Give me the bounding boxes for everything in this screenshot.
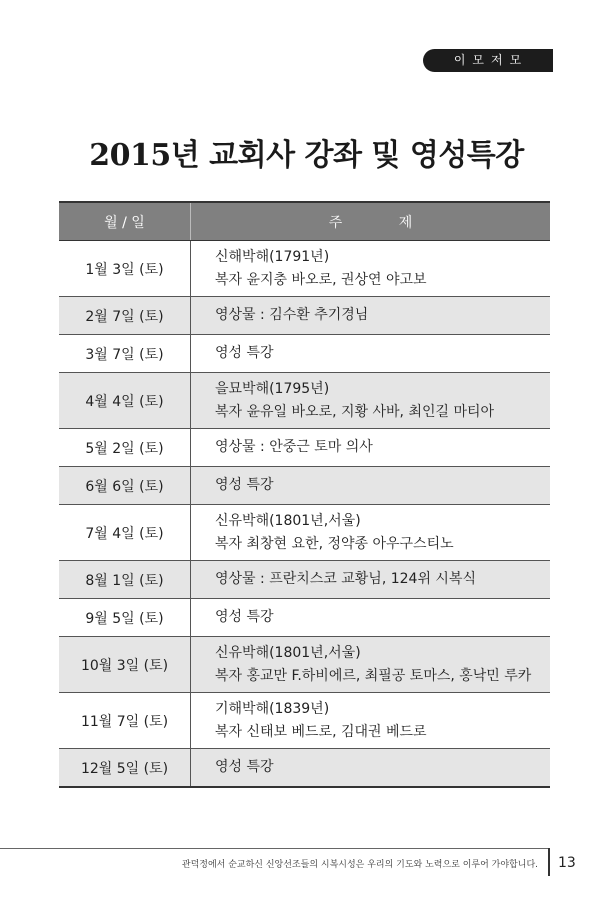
page-number: 13 bbox=[558, 855, 576, 871]
table-row bbox=[59, 749, 550, 788]
table-row bbox=[59, 297, 550, 335]
row-topic bbox=[191, 599, 551, 637]
row-date: 11월 7일 (토) bbox=[59, 693, 191, 749]
topic-line: 영성 특강 bbox=[215, 609, 274, 625]
row-topic bbox=[191, 749, 551, 788]
row-date: 10월 3일 (토) bbox=[59, 637, 191, 693]
topic-line: 영성 특강 bbox=[215, 759, 274, 775]
row-date: 5월 2일 (토) bbox=[59, 429, 191, 467]
topic-line: 영상물 : 안중근 토마 의사 bbox=[215, 439, 373, 455]
topic-line: 을묘박해(1795년) bbox=[215, 380, 330, 397]
row-date: 9월 5일 (토) bbox=[59, 599, 191, 637]
schedule-table bbox=[59, 201, 550, 788]
row-topic bbox=[191, 505, 551, 561]
topic-line: 신유박해(1801년,서울) bbox=[215, 644, 361, 661]
row-date: 4월 4일 (토) bbox=[59, 373, 191, 429]
table-row bbox=[59, 599, 550, 637]
topic-line: 신해박해(1791년) bbox=[215, 248, 330, 265]
table-row bbox=[59, 335, 550, 373]
row-date: 8월 1일 (토) bbox=[59, 561, 191, 599]
table-row bbox=[59, 373, 550, 429]
row-date: 12월 5일 (토) bbox=[59, 749, 191, 788]
row-topic bbox=[191, 241, 551, 297]
column-header-topic: 주 제 bbox=[191, 202, 551, 241]
topic-line: 복자 윤유일 바오로, 지황 사바, 최인길 마티아 bbox=[215, 403, 495, 420]
row-topic bbox=[191, 429, 551, 467]
table-header-row bbox=[59, 202, 550, 241]
column-header-date: 월 / 일 bbox=[59, 202, 191, 241]
table-row bbox=[59, 693, 550, 749]
row-topic bbox=[191, 693, 551, 749]
row-date: 2월 7일 (토) bbox=[59, 297, 191, 335]
topic-line: 복자 신태보 베드로, 김대권 베드로 bbox=[215, 723, 427, 740]
topic-line: 기해박해(1839년) bbox=[215, 700, 330, 717]
footer-caption: 관덕정에서 순교하신 신앙선조들의 시복시성은 우리의 기도와 노력으로 이루어 가야합니다. bbox=[181, 860, 538, 870]
row-topic bbox=[191, 335, 551, 373]
row-date: 3월 7일 (토) bbox=[59, 335, 191, 373]
row-date: 6월 6일 (토) bbox=[59, 467, 191, 505]
row-date: 1월 3일 (토) bbox=[59, 241, 191, 297]
row-topic bbox=[191, 637, 551, 693]
table-row bbox=[59, 561, 550, 599]
topic-line: 신유박해(1801년,서울) bbox=[215, 512, 361, 529]
topic-line: 복자 홍교만 F.하비에르, 최필공 토마스, 홍낙민 루카 bbox=[215, 667, 532, 684]
topic-line: 영성 특강 bbox=[215, 477, 274, 493]
row-date: 7월 4일 (토) bbox=[59, 505, 191, 561]
row-topic bbox=[191, 561, 551, 599]
section-tag: 이모저모 bbox=[423, 49, 553, 72]
table-row bbox=[59, 637, 550, 693]
schedule-body bbox=[59, 241, 550, 788]
table-row bbox=[59, 505, 550, 561]
page-title: 2015년 교회사 강좌 및 영성특강 bbox=[89, 138, 524, 173]
topic-line: 영성 특강 bbox=[215, 345, 274, 361]
row-topic bbox=[191, 373, 551, 429]
row-topic bbox=[191, 297, 551, 335]
footer-divider bbox=[0, 848, 550, 849]
table-row bbox=[59, 429, 550, 467]
footer-separator bbox=[548, 848, 550, 876]
topic-line: 복자 최창현 요한, 정약종 아우구스티노 bbox=[215, 535, 454, 552]
table-row bbox=[59, 467, 550, 505]
topic-line: 영상물 : 프란치스코 교황님, 124위 시복식 bbox=[215, 571, 476, 587]
topic-line: 영상물 : 김수환 추기경님 bbox=[215, 307, 369, 323]
row-topic bbox=[191, 467, 551, 505]
table-row bbox=[59, 241, 550, 297]
topic-line: 복자 윤지충 바오로, 권상연 야고보 bbox=[215, 271, 427, 288]
